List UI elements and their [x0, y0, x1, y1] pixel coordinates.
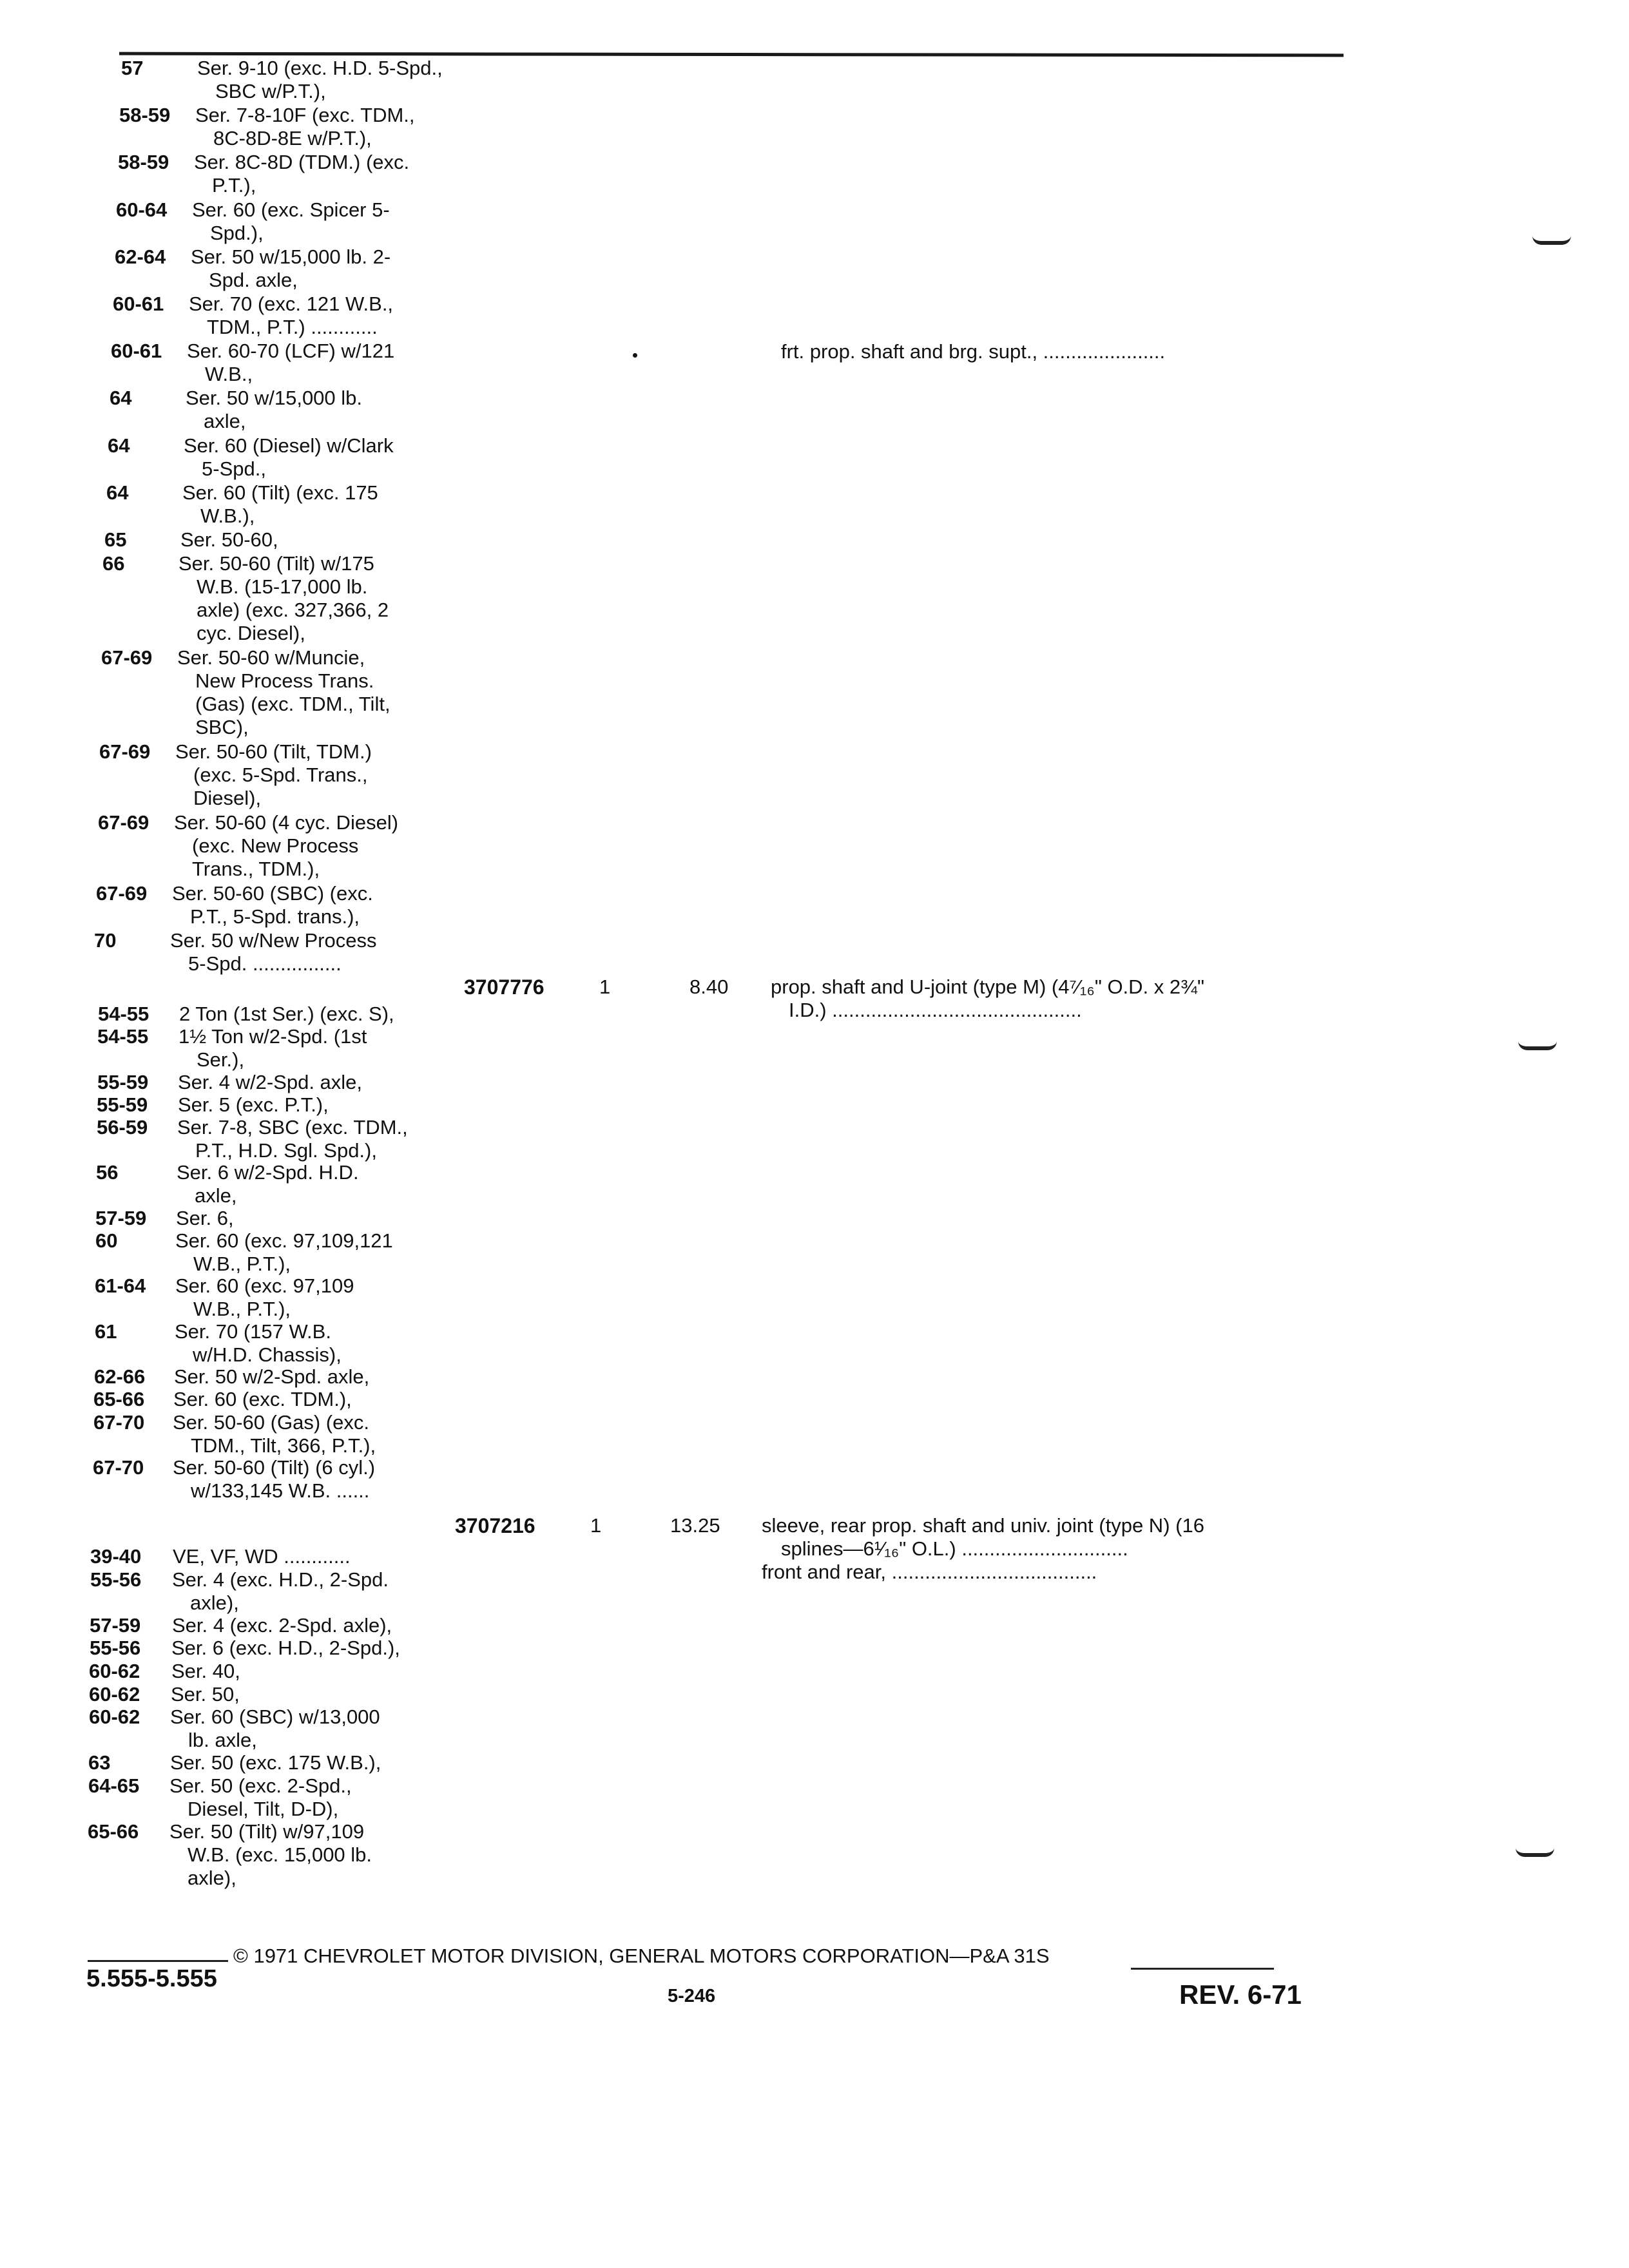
description-line: Ser. 50 w/15,000 lb. 2- [191, 245, 391, 268]
model-year: 39-40 [90, 1545, 142, 1568]
description-line: axle, [204, 410, 246, 433]
vehicle-description [187, 340, 394, 386]
part-number: 3707216 [455, 1514, 535, 1537]
model-year: 54-55 [97, 1025, 149, 1048]
description-line: W.B., P.T.), [193, 1298, 291, 1321]
vehicle-description [174, 1365, 369, 1389]
vehicle-description [175, 1274, 354, 1321]
page-number: 5-246 [668, 1986, 716, 2006]
vehicle-description [176, 1207, 234, 1230]
model-year: 64 [110, 387, 132, 410]
description-line: TDM., P.T.) ............ [207, 316, 378, 338]
model-year: 61 [95, 1320, 117, 1343]
description-line: 5-Spd., [202, 457, 266, 480]
description-line: Ser. 50 w/New Process [170, 929, 377, 952]
margin-mark [1518, 1041, 1557, 1050]
vehicle-description [186, 387, 362, 433]
description-line: SBC w/P.T.), [215, 80, 326, 102]
model-year: 67-70 [93, 1456, 144, 1479]
description-line: Ser. 6 (exc. H.D., 2-Spd.), [171, 1637, 400, 1660]
description-line: Ser. 50-60 (Gas) (exc. [173, 1410, 369, 1434]
description-line: Ser. 50, [171, 1682, 240, 1706]
model-year: 60-61 [111, 340, 162, 363]
description-line: axle), [188, 1867, 236, 1890]
description-line: w/H.D. Chassis), [193, 1343, 342, 1366]
model-year: 56-59 [97, 1116, 148, 1139]
part-description-line: splines—6¹⁄₁₆" O.L.) .............................. [781, 1537, 1128, 1560]
model-year: 70 [94, 929, 117, 952]
description-line: Ser. 60 (Tilt) (exc. 175 [182, 481, 378, 504]
vehicle-description [178, 1025, 367, 1072]
description-line: Ser. 6 w/2-Spd. H.D. [177, 1161, 359, 1184]
description-line: P.T.), [212, 174, 256, 197]
description-line: Ser. 50-60 (Tilt) w/175 [178, 552, 374, 575]
vehicle-description [175, 1229, 393, 1276]
model-year: 60-62 [89, 1706, 140, 1729]
model-year: 65-66 [88, 1820, 139, 1843]
vehicle-description [173, 1388, 352, 1411]
model-year: 67-69 [96, 882, 148, 905]
description-line: Ser. 70 (exc. 121 W.B., [189, 293, 394, 315]
description-line: 5-Spd. ................ [188, 952, 342, 975]
copyright-line: © 1971 CHEVROLET MOTOR DIVISION, GENERAL MOTORS CORPORATION—P&A 31S [233, 1945, 1050, 1967]
vehicle-description [178, 1093, 329, 1117]
vehicle-description [172, 882, 373, 928]
description-line: Ser. 50-60 (4 cyc. Diesel) [174, 811, 399, 834]
model-year: 55-56 [90, 1637, 141, 1660]
model-year: 55-59 [97, 1093, 148, 1116]
description-line: Ser. 50-60 (Tilt, TDM.) [175, 740, 372, 764]
description-line: Ser. 60 (exc. 97,109,121 [175, 1229, 393, 1252]
description-line: 1½ Ton w/2-Spd. (1st [178, 1025, 367, 1048]
vehicle-description [170, 1751, 381, 1774]
margin-mark [1516, 1848, 1554, 1857]
description-line: Ser. 60 (SBC) w/13,000 [170, 1706, 380, 1729]
quantity: 1 [599, 975, 611, 998]
model-year: 60 [95, 1229, 118, 1252]
description-line: Ser. 50-60 (SBC) (exc. [172, 882, 373, 905]
model-year: 62-64 [115, 245, 166, 268]
description-line: Ser. 50 w/15,000 lb. [186, 387, 363, 410]
vehicle-description [171, 1660, 240, 1683]
description-line: Spd.), [210, 221, 264, 244]
vehicle-description [192, 198, 390, 245]
part-description-line: prop. shaft and U-joint (type M) (4⁷⁄₁₆" O.D. x 2¾" [771, 975, 1204, 998]
price: 13.25 [670, 1514, 720, 1537]
model-year: 64-65 [88, 1774, 140, 1797]
description-line: (Gas) (exc. TDM., Tilt, [195, 693, 390, 715]
vehicle-description [172, 1568, 389, 1615]
model-year: 67-70 [93, 1410, 145, 1434]
vehicle-description [179, 1003, 394, 1026]
description-line: Ser. 5 (exc. P.T.), [178, 1093, 329, 1116]
description-line: VE, VF, WD ............ [173, 1545, 351, 1568]
vehicle-description [173, 1456, 375, 1503]
description-line: axle, [195, 1184, 237, 1207]
description-line: Ser. 60-70 (LCF) w/121 [187, 340, 395, 363]
model-year: 64 [108, 434, 130, 457]
quantity: 1 [590, 1514, 602, 1537]
description-line: P.T., H.D. Sgl. Spd.), [195, 1139, 377, 1162]
vehicle-description [177, 1116, 408, 1162]
model-year: 60-62 [89, 1682, 140, 1706]
model-year: 55-56 [90, 1568, 142, 1591]
vehicle-description [177, 1161, 359, 1207]
model-year: 67-69 [99, 740, 151, 764]
description-line: Ser. 40, [171, 1660, 240, 1682]
description-line: Ser. 70 (157 W.B. [175, 1320, 331, 1343]
model-year: 56 [96, 1161, 119, 1184]
revision: REV. 6-71 [1179, 1979, 1302, 2010]
description-line: W.B., P.T.), [193, 1253, 291, 1275]
part-description [762, 1514, 1204, 1584]
model-year: 65-66 [93, 1388, 145, 1411]
description-line: axle) (exc. 327,366, 2 [197, 598, 389, 621]
part-number: 3707776 [464, 975, 545, 999]
model-year: 65 [104, 528, 127, 551]
part-description-line: front and rear, ..................................... [762, 1561, 1097, 1583]
vehicle-description [170, 929, 376, 975]
model-year: 57 [121, 57, 144, 79]
model-year: 54-55 [98, 1003, 149, 1025]
description-line: w/133,145 W.B. ...... [191, 1479, 370, 1502]
description-line: lb. axle, [188, 1729, 257, 1752]
vehicle-description [169, 1774, 352, 1821]
description-line: Ser. 8C-8D (TDM.) (exc. [194, 151, 410, 174]
vehicle-description [180, 528, 278, 552]
description-line: W.B., [205, 363, 253, 386]
model-year: 58-59 [119, 104, 171, 127]
footer-rule-left [88, 1960, 228, 1962]
vehicle-description [171, 1683, 240, 1706]
description-line: Ser. 60 (exc. 97,109 [175, 1274, 354, 1298]
description-line: Ser. 50 (Tilt) w/97,109 [169, 1820, 365, 1843]
margin-mark [1532, 236, 1571, 245]
description-line: Trans., TDM.), [192, 858, 320, 881]
description-line: SBC), [195, 716, 249, 738]
description-line: W.B.), [200, 504, 255, 527]
description-line: Ser. 4 (exc. H.D., 2-Spd. [172, 1568, 389, 1591]
section-number: 5.555-5.555 [86, 1965, 217, 1992]
vehicle-description [184, 434, 394, 481]
description-line: Ser. 50 (exc. 2-Spd., [169, 1774, 352, 1797]
vehicle-description [189, 293, 393, 339]
model-year: 60-61 [113, 293, 164, 315]
description-line: Diesel), [193, 787, 262, 810]
vehicle-description [195, 104, 415, 150]
description-line: (exc. New Process [192, 834, 359, 858]
description-line: Ser.), [197, 1048, 245, 1072]
description-line: Ser. 6, [176, 1206, 234, 1229]
model-year: 58-59 [118, 151, 169, 174]
vehicle-description [194, 151, 409, 197]
description-line: Ser. 4 w/2-Spd. axle, [178, 1070, 363, 1093]
footer-rule-right [1131, 1968, 1274, 1970]
description-line: Spd. axle, [209, 268, 298, 291]
vehicle-description [182, 481, 378, 528]
group-1-note: frt. prop. shaft and brg. supt., ...................... [781, 340, 1166, 363]
bullet-mark [633, 353, 637, 358]
description-line: Diesel, Tilt, D-D), [188, 1798, 339, 1820]
description-line: Ser. 7-8, SBC (exc. TDM., [177, 1116, 408, 1139]
vehicle-description [173, 1411, 376, 1457]
description-line: 8C-8D-8E w/P.T.), [213, 127, 372, 150]
model-year: 67-69 [98, 811, 149, 834]
description-line: W.B. (exc. 15,000 lb. [188, 1843, 372, 1867]
description-line: Ser. 50 (exc. 175 W.B.), [170, 1751, 381, 1774]
description-line: Ser. 50-60 w/Muncie, [177, 646, 365, 669]
description-line: Ser. 60 (exc. TDM.), [173, 1388, 352, 1411]
description-line: axle), [190, 1591, 239, 1614]
description-line: Ser. 50 w/2-Spd. axle, [174, 1365, 370, 1389]
description-line: Ser. 7-8-10F (exc. TDM., [195, 104, 415, 127]
vehicle-description [173, 1545, 351, 1568]
model-year: 66 [102, 552, 125, 575]
model-year: 57-59 [90, 1613, 141, 1637]
description-line: P.T., 5-Spd. trans.), [190, 905, 360, 928]
model-year: 55-59 [97, 1070, 149, 1093]
description-line: Ser. 50-60 (Tilt) (6 cyl.) [173, 1456, 376, 1479]
description-line: Ser. 60 (exc. Spicer 5- [192, 198, 390, 221]
description-line: New Process Trans. [195, 669, 374, 692]
model-year: 60-64 [116, 198, 168, 221]
description-line: Ser. 4 (exc. 2-Spd. axle), [172, 1613, 392, 1637]
vehicle-description [178, 1071, 362, 1094]
part-description-line: sleeve, rear prop. shaft and univ. joint (type N) (16 [762, 1514, 1204, 1537]
price: 8.40 [689, 975, 729, 998]
vehicle-description [197, 57, 443, 103]
model-year: 67-69 [101, 646, 153, 669]
part-description-line: I.D.) ............................................. [789, 999, 1082, 1021]
vehicle-description [169, 1820, 372, 1890]
vehicle-description [178, 552, 389, 645]
model-year: 60-62 [89, 1660, 140, 1682]
description-line: Ser. 9-10 (exc. H.D. 5-Spd., [197, 57, 443, 79]
vehicle-description [175, 1320, 342, 1367]
vehicle-description [172, 1614, 392, 1637]
description-line: cyc. Diesel), [197, 621, 305, 644]
description-line: Ser. 50-60, [180, 528, 278, 551]
vehicle-description [175, 740, 372, 810]
description-line: 2 Ton (1st Ser.) (exc. S), [179, 1003, 394, 1025]
model-year: 62-66 [94, 1365, 146, 1389]
vehicle-description [174, 811, 398, 881]
model-year: 61-64 [95, 1274, 146, 1298]
model-year: 64 [106, 481, 129, 504]
vehicle-description [191, 245, 390, 292]
description-line: (exc. 5-Spd. Trans., [193, 764, 368, 787]
model-year: 63 [88, 1751, 111, 1774]
model-year: 57-59 [95, 1206, 147, 1229]
vehicle-description [177, 646, 390, 739]
vehicle-description [171, 1637, 400, 1660]
description-line: TDM., Tilt, 366, P.T.), [191, 1434, 376, 1457]
vehicle-description [170, 1706, 380, 1752]
description-line: W.B. (15-17,000 lb. [197, 575, 368, 598]
part-description [771, 975, 1204, 1022]
description-line: Ser. 60 (Diesel) w/Clark [184, 434, 394, 457]
